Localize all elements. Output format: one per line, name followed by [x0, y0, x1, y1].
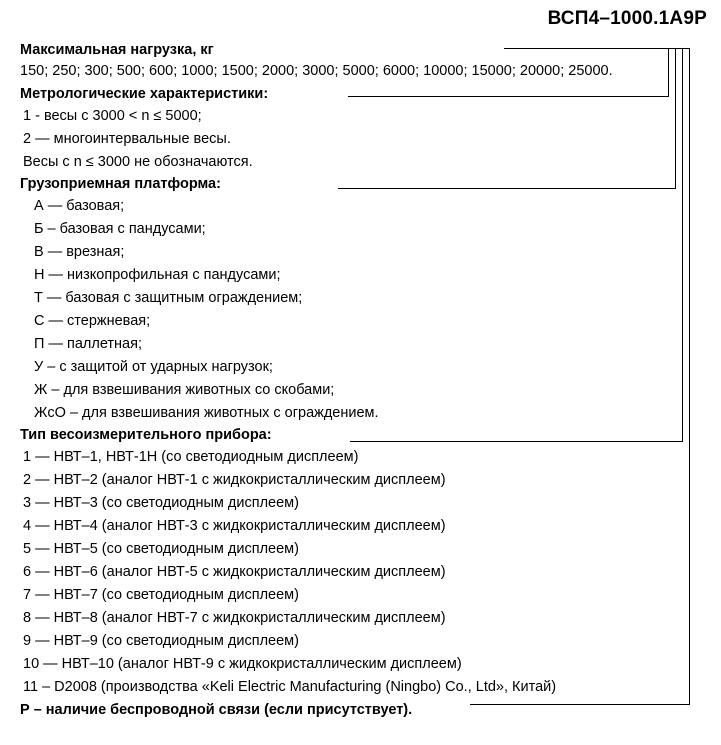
section-values: 150; 250; 300; 500; 600; 1000; 1500; 2000; 3000; 5000; 6000; 10000; 15000; 20000; 25000.	[20, 63, 613, 79]
list-item: Ж – для взвешивания животных со скобами;	[34, 382, 335, 398]
list-item: 1 - весы с 3000 < n ≤ 5000;	[23, 108, 202, 124]
list-item: С — стержневая;	[34, 313, 151, 329]
list-item: Н — низкопрофильная с пандусами;	[34, 267, 281, 283]
list-item: 3 — НВТ–3 (со светодиодным дисплеем)	[23, 495, 299, 511]
list-item: 2 — многоинтервальные весы.	[23, 131, 231, 147]
list-item: 2 — НВТ–2 (аналог НВТ-1 с жидкокристаллическим дисплеем)	[23, 472, 446, 488]
footer-note: Р – наличие беспроводной связи (если присутствует).	[20, 702, 413, 718]
list-item: 8 — НВТ–8 (аналог НВТ-7 с жидкокристаллическим дисплеем)	[23, 610, 446, 626]
list-item: 9 — НВТ–9 (со светодиодным дисплеем)	[23, 633, 299, 649]
list-item: 7 — НВТ–7 (со светодиодным дисплеем)	[23, 587, 299, 603]
list-item: А — базовая;	[34, 198, 125, 214]
section-title: Максимальная нагрузка, кг	[20, 42, 214, 58]
list-item: В — врезная;	[34, 244, 125, 260]
list-item: 10 — НВТ–10 (аналог НВТ-9 с жидкокристаллическим дисплеем)	[23, 656, 462, 672]
model-code: ВСП4–1000.1А9Р	[547, 8, 707, 29]
list-item: 1 — НВТ–1, НВТ-1Н (со светодиодным дисплеем)	[23, 449, 359, 465]
section-title: Метрологические характеристики:	[20, 86, 269, 102]
list-item: ЖсО – для взвешивания животных с ограждением.	[34, 405, 379, 421]
list-item: У – с защитой от ударных нагрузок;	[34, 359, 273, 375]
list-item: 11 – D2008 (производства «Keli Electric Manufacturing (Ningbo) Co., Ltd», Китай)	[23, 679, 557, 695]
section-indicator-type	[20, 425, 700, 699]
list-item: Б – базовая с пандусами;	[34, 221, 206, 237]
section-platform	[20, 174, 700, 425]
section-metrology	[20, 84, 700, 174]
list-item: 6 — НВТ–6 (аналог НВТ-5 с жидкокристаллическим дисплеем)	[23, 564, 446, 580]
list-item: Т — базовая с защитным ограждением;	[34, 290, 303, 306]
section-title: Грузоприемная платформа:	[20, 176, 221, 192]
list-item: Весы с n ≤ 3000 не обозначаются.	[23, 154, 253, 170]
legend-content	[20, 40, 700, 722]
list-item: П — паллетная;	[34, 336, 142, 352]
list-item: 5 — НВТ–5 (со светодиодным дисплеем)	[23, 541, 299, 557]
list-item: 4 — НВТ–4 (аналог НВТ-3 с жидкокристаллическим дисплеем)	[23, 518, 446, 534]
section-title: Тип весоизмерительного прибора:	[20, 427, 272, 443]
section-max-load	[20, 40, 700, 82]
